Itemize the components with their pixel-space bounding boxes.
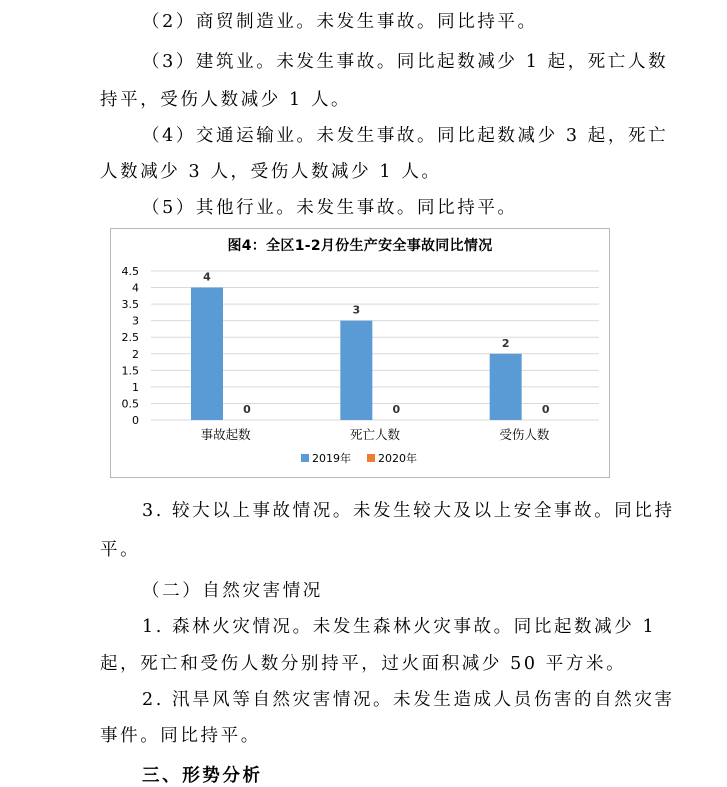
y-tick-label: 2.5 (121, 331, 139, 345)
paragraph-flood-drought-2: 事件。同比持平。 (100, 726, 261, 746)
y-tick-label: 4.5 (121, 265, 139, 278)
section-heading-natural-disasters: （二）自然灾害情况 (142, 581, 323, 601)
data-label: 2 (501, 336, 510, 350)
legend-swatch (301, 454, 309, 462)
paragraph-commerce: （2）商贸制造业。未发生事故。同比持平。 (142, 12, 538, 32)
paragraph-flood-drought-1: 2. 汛旱风等自然灾害情况。未发生造成人员伤害的自然灾害 (142, 690, 675, 710)
paragraph-transport-1: （4）交通运输业。未发生事故。同比起数减少 3 起，死亡 (142, 126, 669, 146)
y-tick-label: 0.5 (121, 397, 139, 411)
bar-series1 (340, 321, 372, 420)
chart-container (110, 228, 610, 478)
data-label: 0 (541, 403, 550, 416)
paragraph-forest-fire-2: 起，死亡和受伤人数分别持平，过火面积减少 50 平方米。 (100, 654, 627, 674)
data-label: 3 (352, 303, 361, 317)
legend-label: 2020年 (378, 452, 417, 465)
paragraph-major-accidents-2: 平。 (100, 540, 141, 560)
y-tick-label: 1.5 (121, 364, 139, 378)
paragraph-construction-2: 持平，受伤人数减少 1 人。 (100, 90, 352, 110)
paragraph-forest-fire-1: 1. 森林火灾情况。未发生森林火灾事故。同比起数减少 1 (142, 617, 657, 637)
category-label: 死亡人数 (349, 427, 401, 442)
data-label: 0 (392, 403, 401, 416)
paragraph-major-accidents-1: 3. 较大以上事故情况。未发生较大及以上安全事故。同比持 (142, 501, 675, 521)
y-tick-label: 2 (132, 347, 139, 361)
category-label: 事故起数 (200, 427, 251, 442)
y-tick-label: 4 (132, 281, 139, 295)
y-tick-label: 3.5 (121, 298, 139, 312)
y-tick-label: 0 (132, 414, 139, 427)
y-tick-label: 1 (132, 380, 139, 394)
bar-series1 (191, 288, 223, 420)
legend-swatch (367, 454, 375, 462)
y-tick-label: 3 (132, 314, 139, 328)
data-label: 0 (243, 403, 251, 416)
chart-title: 图4：全区1-2月份生产安全事故同比情况 (227, 238, 493, 254)
paragraph-other: （5）其他行业。未发生事故。同比持平。 (142, 198, 518, 218)
bar-series1 (490, 354, 522, 420)
data-label: 4 (203, 270, 211, 284)
paragraph-transport-2: 人数减少 3 人，受伤人数减少 1 人。 (100, 162, 442, 182)
legend-label: 2019年 (312, 452, 351, 465)
category-label: 受伤人数 (499, 427, 550, 442)
bar-chart (111, 229, 609, 477)
paragraph-construction-1: （3）建筑业。未发生事故。同比起数减少 1 起，死亡人数 (142, 52, 669, 72)
section-heading-analysis: 三、形势分析 (142, 766, 263, 786)
